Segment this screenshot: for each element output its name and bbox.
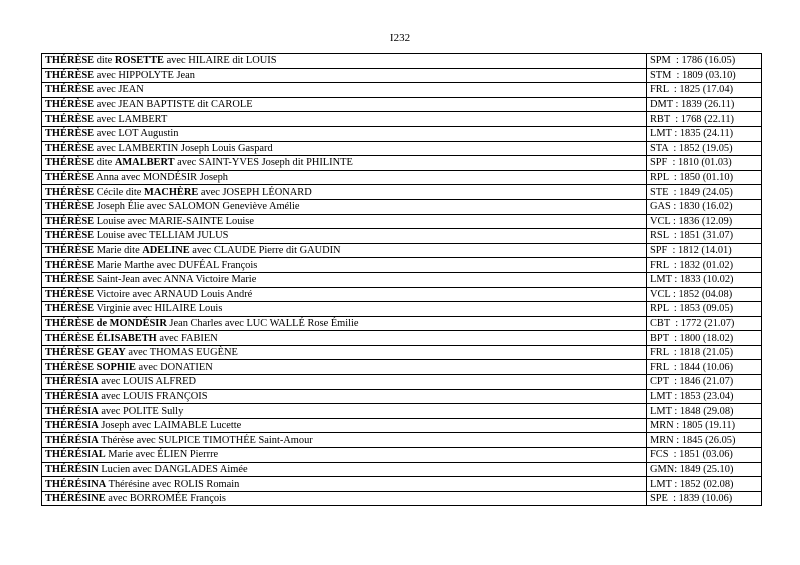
marriage-register-table [41, 53, 762, 506]
entry-name-text: avec LOUIS ALFRED [98, 376, 196, 388]
table-row [42, 54, 762, 69]
entry-name-text: avec POLITE Sully [98, 405, 184, 417]
entry-reference-cell [647, 214, 762, 229]
table-row [42, 462, 762, 477]
entry-reference-cell [647, 345, 762, 360]
table-row [42, 141, 762, 156]
entry-reference-cell [647, 68, 762, 83]
entry-name-bold: THÉRÉSIA [45, 390, 99, 402]
entry-name-text: Marie Marthe avec DUFÉAL François [94, 259, 258, 271]
table-row [42, 448, 762, 463]
entry-name-text: dite [94, 157, 115, 169]
entry-name-bold: THÉRÈSE [45, 157, 95, 169]
entry-name-text: avec BORROMÉE François [105, 493, 226, 505]
table-row [42, 126, 762, 141]
entry-reference: MRN : 1805 (19.11) [650, 420, 736, 432]
entry-names-cell [42, 112, 647, 127]
entry-name-bold: ROSETTE [114, 55, 164, 67]
table-row [42, 433, 762, 448]
entry-reference-cell [647, 287, 762, 302]
entry-reference-cell [647, 54, 762, 69]
entry-name-bold: THÉRÈSE ÉLISABETH [45, 332, 157, 344]
entry-reference: GMN: 1849 (25.10) [650, 463, 734, 475]
entry-names-cell [42, 156, 647, 171]
entry-reference: LMT : 1848 (29.08) [650, 405, 734, 417]
table-row [42, 112, 762, 127]
table-row [42, 83, 762, 98]
entry-reference: LMT : 1833 (10.02) [650, 274, 734, 286]
entry-names-cell [42, 258, 647, 273]
register-body [42, 54, 762, 506]
entry-reference: FRL : 1818 (21.05) [650, 347, 734, 359]
entry-name-bold: THÉRÈSE [45, 128, 95, 140]
entry-names-cell [42, 68, 647, 83]
entry-name-bold: THÉRÈSE [45, 172, 95, 184]
table-row [42, 375, 762, 390]
entry-name-text: avec HIPPOLYTE Jean [94, 69, 195, 81]
entry-name-bold: THÉRÈSE [45, 201, 95, 213]
entry-names-cell [42, 185, 647, 200]
entry-reference: GAS : 1830 (16.02) [650, 201, 733, 213]
entry-name-bold: THÉRÈSE de MONDÉSIR [45, 317, 167, 329]
entry-reference-cell [647, 199, 762, 214]
entry-name-bold: THÉRÈSE [45, 259, 95, 271]
entry-name-bold: THÉRÉSINE [45, 493, 106, 505]
entry-names-cell [42, 462, 647, 477]
entry-name-text: dite [94, 55, 115, 67]
entry-reference: RSL : 1851 (31.07) [650, 230, 734, 242]
entry-reference: STM : 1809 (03.10) [650, 69, 736, 81]
table-row [42, 287, 762, 302]
table-row [42, 199, 762, 214]
entry-reference-cell [647, 243, 762, 258]
table-row [42, 185, 762, 200]
table-row [42, 258, 762, 273]
entry-reference-cell [647, 360, 762, 375]
entry-reference-cell [647, 375, 762, 390]
entry-reference: STA : 1852 (19.05) [650, 142, 733, 154]
table-row [42, 68, 762, 83]
entry-name-bold: THÉRÈSE [45, 186, 95, 198]
entry-names-cell [42, 54, 647, 69]
entry-reference: RBT : 1768 (22.11) [650, 113, 734, 125]
entry-reference-cell [647, 477, 762, 492]
table-row [42, 170, 762, 185]
table-row [42, 229, 762, 244]
entry-name-bold: THÉRÈSE [45, 113, 95, 125]
entry-name-text: Joseph Élie avec SALOMON Geneviève Amélie [94, 201, 300, 213]
entry-name-text: avec DONATIEN [135, 361, 213, 373]
entry-reference: FCS : 1851 (03.06) [650, 449, 733, 461]
entry-name-text: Saint-Jean avec ANNA Victoire Marie [94, 274, 257, 286]
entry-names-cell [42, 418, 647, 433]
entry-reference: VCL : 1852 (04.08) [650, 288, 733, 300]
entry-reference-cell [647, 491, 762, 506]
table-row [42, 214, 762, 229]
table-row [42, 156, 762, 171]
entry-reference: CBT : 1772 (21.07) [650, 317, 735, 329]
entry-reference-cell [647, 418, 762, 433]
entry-name-text: avec FABIEN [156, 332, 218, 344]
table-row [42, 477, 762, 492]
entry-name-bold: THÉRÉSIA [45, 420, 99, 432]
entry-name-bold: THÉRÈSE [45, 69, 95, 81]
table-row [42, 491, 762, 506]
entry-name-bold: THÉRÉSINA [45, 478, 107, 490]
table-row [42, 345, 762, 360]
entry-name-bold: THÉRÈSE [45, 55, 95, 67]
entry-name-text: avec JEAN BAPTISTE dit CAROLE [94, 99, 253, 111]
table-row [42, 404, 762, 419]
entry-names-cell [42, 389, 647, 404]
entry-reference: RPL : 1853 (09.05) [650, 303, 734, 315]
entry-name-bold: THÉRÈSE [45, 245, 95, 257]
entry-name-text: Thérèse avec SULPICE TIMOTHÉE Saint-Amour [98, 434, 313, 446]
entry-name-bold: THÉRÉSIAL [45, 449, 106, 461]
entry-reference: RPL : 1850 (01.10) [650, 172, 734, 184]
entry-name-bold: THÉRÈSE [45, 230, 95, 242]
entry-reference-cell [647, 404, 762, 419]
entry-reference-cell [647, 185, 762, 200]
entry-reference-cell [647, 141, 762, 156]
entry-name-text: avec SAINT-YVES Joseph dit PHILINTE [174, 157, 353, 169]
entry-name-text: Marie dite [94, 245, 143, 257]
entry-names-cell [42, 287, 647, 302]
entry-reference-cell [647, 462, 762, 477]
entry-name-bold: THÉRÈSE [45, 303, 95, 315]
entry-names-cell [42, 316, 647, 331]
table-row [42, 418, 762, 433]
table-row [42, 316, 762, 331]
entry-name-text: Louise avec MARIE-SAINTE Louise [94, 215, 254, 227]
entry-names-cell [42, 448, 647, 463]
entry-names-cell [42, 302, 647, 317]
entry-reference: VCL : 1836 (12.09) [650, 215, 733, 227]
entry-name-text: avec LOT Augustin [94, 128, 179, 140]
entry-name-text: avec THOMAS EUGÈNE [125, 347, 238, 359]
entry-reference: MRN : 1845 (26.05) [650, 434, 736, 446]
entry-name-bold: THÉRÈSE [45, 99, 95, 111]
table-row [42, 243, 762, 258]
entry-name-bold: THÉRÉSIA [45, 405, 99, 417]
entry-reference-cell [647, 97, 762, 112]
entry-reference: FRL : 1832 (01.02) [650, 259, 734, 271]
entry-name-bold: THÉRÈSE [45, 288, 95, 300]
entry-reference-cell [647, 331, 762, 346]
entry-names-cell [42, 360, 647, 375]
entry-name-bold: THÉRÉSIA [45, 434, 99, 446]
entry-name-text: Marie avec ÉLIEN Pierrre [105, 449, 219, 461]
table-row [42, 272, 762, 287]
entry-reference: CPT : 1846 (21.07) [650, 376, 734, 388]
entry-name-text: avec LAMBERT [94, 113, 168, 125]
entry-reference-cell [647, 156, 762, 171]
entry-name-text: Lucien avec DANGLADES Aimée [98, 463, 248, 475]
page-number: I232 [389, 32, 411, 44]
entry-names-cell [42, 141, 647, 156]
entry-name-bold: THÉRÈSE [45, 215, 95, 227]
entry-name-text: avec LAMBERTIN Joseph Louis Gaspard [94, 142, 273, 154]
entry-reference-cell [647, 389, 762, 404]
entry-name-bold: THÉRÉSIN [45, 463, 99, 475]
entry-names-cell [42, 97, 647, 112]
entry-names-cell [42, 433, 647, 448]
entry-name-text: avec LOUIS FRANÇOIS [98, 390, 208, 402]
entry-names-cell [42, 477, 647, 492]
entry-reference-cell [647, 83, 762, 98]
entry-name-text: Joseph avec LAIMABLE Lucette [98, 420, 242, 432]
entry-name-bold: THÉRÈSE [45, 142, 95, 154]
entry-names-cell [42, 83, 647, 98]
entry-name-text: Virginie avec HILAIRE Louis [94, 303, 223, 315]
entry-name-bold: MACHÈRE [144, 186, 199, 198]
entry-reference: BPT : 1800 (18.02) [650, 332, 734, 344]
table-row [42, 97, 762, 112]
entry-names-cell [42, 214, 647, 229]
entry-reference-cell [647, 448, 762, 463]
entry-name-bold: THÉRÈSE SOPHIE [45, 361, 136, 373]
entry-names-cell [42, 345, 647, 360]
entry-name-bold: THÉRÉSIA [45, 376, 99, 388]
entry-name-bold: AMALBERT [114, 157, 175, 169]
entry-name-bold: THÉRÈSE GEAY [45, 347, 126, 359]
entry-name-text: avec JOSEPH LÉONARD [198, 186, 312, 198]
entry-reference: SPE : 1839 (10.06) [650, 493, 733, 505]
entry-name-text: avec HILAIRE dit LOUIS [163, 55, 277, 67]
entry-reference: FRL : 1844 (10.06) [650, 361, 734, 373]
entry-names-cell [42, 272, 647, 287]
entry-reference-cell [647, 433, 762, 448]
entry-name-bold: ADELINE [142, 245, 190, 257]
table-row [42, 331, 762, 346]
entry-names-cell [42, 491, 647, 506]
entry-reference: LMT : 1852 (02.08) [650, 478, 734, 490]
entry-reference-cell [647, 316, 762, 331]
entry-reference: LMT : 1835 (24.11) [650, 128, 734, 140]
entry-name-bold: THÉRÈSE [45, 274, 95, 286]
entry-name-text: Louise avec TELLIAM JULUS [94, 230, 229, 242]
entry-reference-cell [647, 258, 762, 273]
entry-names-cell [42, 331, 647, 346]
entry-reference: DMT : 1839 (26.11) [650, 99, 735, 111]
entry-reference: SPM : 1786 (16.05) [650, 55, 736, 67]
entry-names-cell [42, 199, 647, 214]
entry-reference: STE : 1849 (24.05) [650, 186, 733, 198]
entry-name-text: Anna avec MONDÉSIR Joseph [94, 172, 228, 184]
entry-reference-cell [647, 170, 762, 185]
table-row [42, 389, 762, 404]
table-row [42, 360, 762, 375]
entry-reference-cell [647, 126, 762, 141]
entry-reference: SPF : 1810 (01.03) [650, 157, 732, 169]
entry-name-bold: THÉRÈSE [45, 84, 95, 96]
entry-names-cell [42, 375, 647, 390]
entry-names-cell [42, 229, 647, 244]
entry-name-text: Cécile dite [94, 186, 145, 198]
entry-name-text: Thérésine avec ROLIS Romain [106, 478, 240, 490]
entry-name-text: Victoire avec ARNAUD Louis André [94, 288, 253, 300]
entry-name-text: avec CLAUDE Pierre dit GAUDIN [189, 245, 341, 257]
entry-names-cell [42, 126, 647, 141]
entry-reference-cell [647, 302, 762, 317]
entry-names-cell [42, 170, 647, 185]
entry-reference-cell [647, 229, 762, 244]
entry-names-cell [42, 404, 647, 419]
entry-reference: SPF : 1812 (14.01) [650, 245, 732, 257]
entry-name-text: Jean Charles avec LUC WALLÉ Rose Émilie [166, 317, 359, 329]
table-row [42, 302, 762, 317]
entry-reference: LMT : 1853 (23.04) [650, 390, 734, 402]
entry-reference-cell [647, 272, 762, 287]
entry-reference-cell [647, 112, 762, 127]
entry-name-text: avec JEAN [94, 84, 144, 96]
entry-reference: FRL : 1825 (17.04) [650, 84, 734, 96]
entry-names-cell [42, 243, 647, 258]
